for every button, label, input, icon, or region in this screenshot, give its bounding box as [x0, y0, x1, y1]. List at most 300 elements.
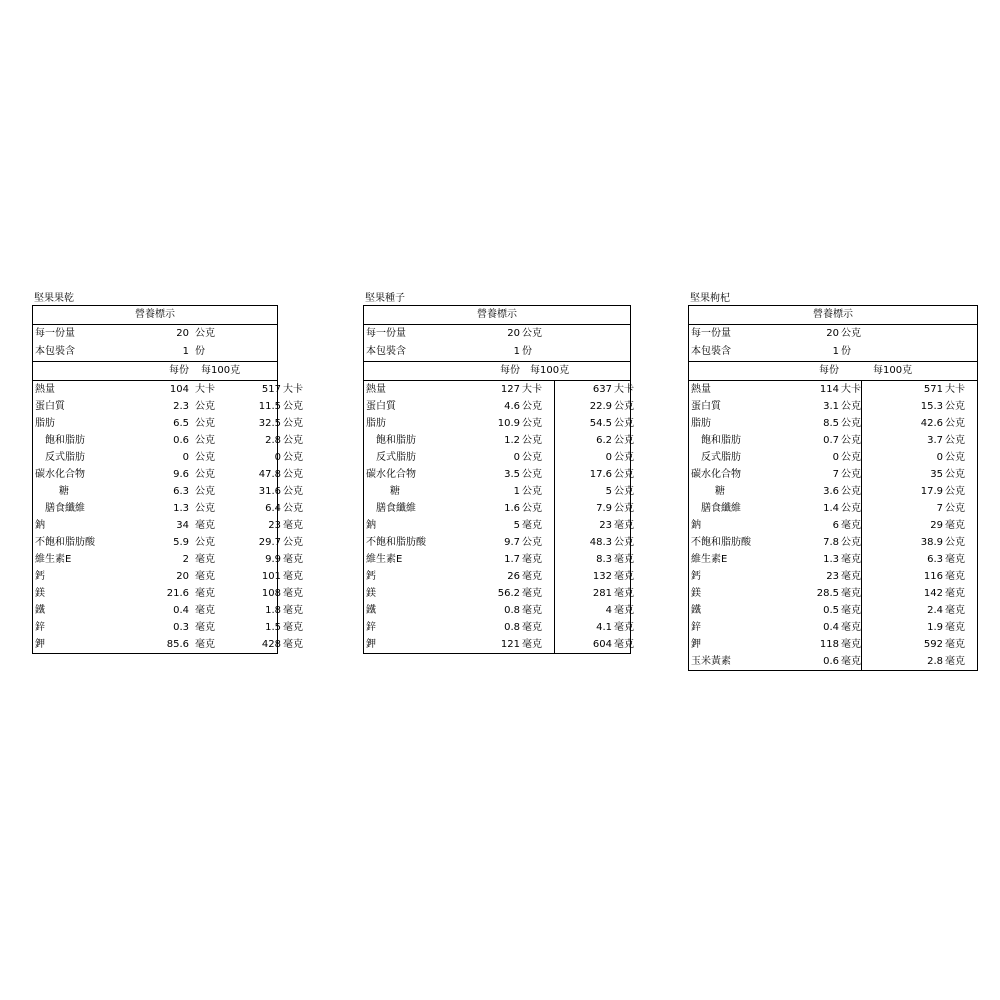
per-100g-value: 29	[930, 520, 943, 531]
per-100g-value: 4	[605, 605, 612, 616]
per-100g-value: 17.9	[920, 486, 943, 497]
nutrient-label: 糖	[390, 486, 400, 497]
per-100g-unit: 公克	[614, 418, 634, 429]
per-100g-value: 22.9	[589, 401, 612, 412]
nutrient-row	[689, 432, 977, 449]
serving-size-row	[364, 325, 630, 343]
nutrient-label: 脂肪	[35, 418, 55, 429]
nutrient-label: 鋅	[691, 622, 701, 633]
per-100g-unit: 毫克	[945, 520, 965, 531]
per-100g-value: 6.2	[596, 435, 612, 446]
per-serving-header: 每份	[819, 365, 839, 376]
per-100g-unit: 毫克	[614, 520, 634, 531]
nutrient-row	[689, 449, 977, 466]
per-100g-unit: 大卡	[283, 384, 303, 395]
servings-per-pack-value: 1	[832, 346, 839, 357]
per-serving-value: 26	[507, 571, 520, 582]
per-serving-unit: 公克	[841, 469, 861, 480]
nutrient-label: 鐵	[691, 605, 701, 616]
per-100g-value: 15.3	[920, 401, 943, 412]
per-serving-value: 21.6	[166, 588, 189, 599]
per-100g-value: 108	[261, 588, 281, 599]
nutrient-label: 鎂	[35, 588, 45, 599]
nutrient-row	[33, 517, 303, 534]
nutrient-label: 不飽和脂肪酸	[691, 537, 751, 548]
per-serving-header: 每份	[500, 365, 520, 376]
per-serving-unit: 毫克	[841, 639, 861, 650]
nutrient-row	[689, 619, 977, 636]
serving-size-value: 20	[507, 328, 520, 339]
per-serving-unit: 公克	[841, 418, 861, 429]
per-serving-unit: 公克	[195, 418, 215, 429]
nutrient-row	[33, 432, 303, 449]
per-serving-unit: 公克	[841, 537, 861, 548]
nutrient-row	[689, 653, 977, 670]
per-serving-unit: 公克	[522, 452, 542, 463]
per-100g-unit: 毫克	[283, 588, 303, 599]
per-serving-unit: 公克	[195, 503, 215, 514]
nutrient-label: 鉀	[35, 639, 45, 650]
serving-size-row	[689, 325, 977, 343]
per-serving-unit: 毫克	[522, 639, 542, 650]
column-header-row	[689, 362, 977, 381]
per-serving-unit: 公克	[195, 469, 215, 480]
per-serving-value: 1.3	[173, 503, 189, 514]
per-serving-value: 3.5	[504, 469, 520, 480]
per-serving-value: 5	[513, 520, 520, 531]
per-100g-unit: 公克	[614, 469, 634, 480]
per-100g-value: 1.9	[927, 622, 943, 633]
per-100g-value: 116	[923, 571, 943, 582]
per-100g-unit: 毫克	[283, 571, 303, 582]
servings-per-pack-unit: 份	[841, 346, 851, 357]
nutrient-label: 糖	[715, 486, 725, 497]
per-serving-value: 0.4	[173, 605, 189, 616]
per-serving-unit: 毫克	[522, 554, 542, 565]
nutrition-table	[32, 305, 303, 654]
per-100g-unit: 公克	[614, 401, 634, 412]
per-100g-value: 29.7	[258, 537, 281, 548]
per-serving-value: 104	[169, 384, 189, 395]
per-serving-unit: 大卡	[195, 384, 215, 395]
per-serving-unit: 毫克	[841, 571, 861, 582]
per-serving-value: 114	[819, 384, 839, 395]
per-100g-value: 0	[605, 452, 612, 463]
serving-size-unit: 公克	[195, 328, 215, 339]
per-serving-value: 4.6	[504, 401, 520, 412]
per-serving-unit: 毫克	[522, 622, 542, 633]
table-header: 營養標示	[689, 306, 977, 325]
nutrient-row	[689, 602, 977, 619]
per-serving-unit: 公克	[841, 503, 861, 514]
nutrient-label: 鎂	[366, 588, 376, 599]
per-serving-unit: 公克	[522, 401, 542, 412]
per-serving-unit: 毫克	[522, 605, 542, 616]
nutrient-label: 脂肪	[691, 418, 711, 429]
nutrient-label: 鈉	[691, 520, 701, 531]
nutrient-label: 飽和脂肪	[376, 435, 416, 446]
per-100g-unit: 公克	[283, 435, 303, 446]
per-100g-value: 132	[592, 571, 612, 582]
nutrient-label: 糖	[59, 486, 69, 497]
per-100g-unit: 毫克	[283, 622, 303, 633]
per-serving-unit: 公克	[195, 435, 215, 446]
per-100g-header: 每100克	[873, 365, 913, 376]
nutrient-row	[689, 483, 977, 500]
nutrient-row	[689, 517, 977, 534]
table-header: 營養標示	[33, 306, 277, 325]
per-serving-unit: 毫克	[841, 520, 861, 531]
per-serving-value: 3.6	[823, 486, 839, 497]
nutrient-label: 鈉	[366, 520, 376, 531]
per-serving-unit: 毫克	[195, 622, 215, 633]
per-100g-value: 38.9	[920, 537, 943, 548]
per-serving-unit: 公克	[195, 452, 215, 463]
per-100g-unit: 公克	[945, 537, 965, 548]
per-serving-unit: 毫克	[522, 520, 542, 531]
nutrient-row	[33, 619, 303, 636]
per-serving-value: 118	[819, 639, 839, 650]
per-100g-unit: 毫克	[945, 605, 965, 616]
per-100g-unit: 毫克	[614, 639, 634, 650]
per-100g-value: 571	[923, 384, 943, 395]
per-serving-unit: 毫克	[522, 571, 542, 582]
serving-size-label: 每一份量	[366, 328, 406, 339]
per-serving-unit: 公克	[522, 418, 542, 429]
per-100g-value: 17.6	[589, 469, 612, 480]
nutrient-label: 鈣	[691, 571, 701, 582]
per-100g-value: 8.3	[596, 554, 612, 565]
servings-per-pack-row	[689, 343, 977, 362]
per-100g-unit: 毫克	[945, 656, 965, 667]
column-divider	[861, 381, 862, 670]
per-100g-unit: 毫克	[945, 571, 965, 582]
nutrient-label: 蛋白質	[35, 401, 65, 412]
nutrient-label: 鈣	[35, 571, 45, 582]
servings-per-pack-label: 本包裝含	[366, 346, 406, 357]
column-divider	[554, 381, 555, 653]
nutrient-row	[689, 466, 977, 483]
per-serving-unit: 毫克	[841, 622, 861, 633]
serving-size-unit: 公克	[522, 328, 542, 339]
per-serving-value: 85.6	[166, 639, 189, 650]
per-100g-unit: 公克	[614, 452, 634, 463]
nutrition-panel-nuts-goji	[688, 293, 978, 671]
column-header-row	[33, 362, 277, 381]
per-100g-value: 517	[261, 384, 281, 395]
per-serving-unit: 毫克	[195, 571, 215, 582]
serving-size-row	[33, 325, 277, 343]
nutrient-row	[364, 602, 634, 619]
servings-per-pack-value: 1	[513, 346, 520, 357]
per-serving-value: 28.5	[816, 588, 839, 599]
per-serving-unit: 毫克	[195, 605, 215, 616]
per-serving-value: 1.3	[823, 554, 839, 565]
per-serving-value: 6.5	[173, 418, 189, 429]
per-100g-unit: 大卡	[614, 384, 634, 395]
per-100g-unit: 公克	[283, 401, 303, 412]
per-serving-value: 34	[176, 520, 189, 531]
nutrition-panel-nuts-seeds	[363, 293, 634, 654]
per-100g-unit: 公克	[945, 452, 965, 463]
per-serving-unit: 毫克	[195, 639, 215, 650]
per-100g-value: 42.6	[920, 418, 943, 429]
per-100g-unit: 公克	[945, 401, 965, 412]
servings-per-pack-label: 本包裝含	[691, 346, 731, 357]
per-serving-unit: 大卡	[841, 384, 861, 395]
per-serving-value: 56.2	[497, 588, 520, 599]
nutrient-label: 反式脂肪	[701, 452, 741, 463]
per-100g-unit: 公克	[614, 537, 634, 548]
nutrition-panel-nuts-dried-fruit	[32, 293, 303, 654]
per-100g-header: 每100克	[530, 365, 570, 376]
per-100g-unit: 公克	[614, 486, 634, 497]
nutrient-row	[364, 381, 634, 398]
panel-title: 堅果枸杞	[690, 293, 730, 304]
per-serving-value: 0.5	[823, 605, 839, 616]
per-100g-value: 604	[592, 639, 612, 650]
per-serving-unit: 公克	[522, 537, 542, 548]
per-100g-value: 1.8	[265, 605, 281, 616]
serving-size-value: 20	[176, 328, 189, 339]
per-100g-value: 31.6	[258, 486, 281, 497]
nutrient-row	[689, 551, 977, 568]
per-serving-unit: 公克	[522, 503, 542, 514]
nutrient-label: 碳水化合物	[691, 469, 741, 480]
nutrient-rows	[33, 381, 303, 653]
per-serving-unit: 公克	[841, 486, 861, 497]
per-100g-unit: 毫克	[283, 605, 303, 616]
nutrient-row	[33, 500, 303, 517]
per-serving-unit: 公克	[195, 401, 215, 412]
nutrient-label: 鉀	[366, 639, 376, 650]
per-serving-value: 1.4	[823, 503, 839, 514]
per-100g-unit: 毫克	[614, 588, 634, 599]
panel-title: 堅果種子	[365, 293, 405, 304]
nutrient-label: 鈣	[366, 571, 376, 582]
per-100g-unit: 公克	[945, 435, 965, 446]
nutrient-label: 鉀	[691, 639, 701, 650]
per-100g-value: 32.5	[258, 418, 281, 429]
table-header: 營養標示	[364, 306, 630, 325]
nutrient-row	[689, 585, 977, 602]
nutrient-label: 鋅	[35, 622, 45, 633]
nutrient-row	[33, 534, 303, 551]
per-100g-unit: 公克	[945, 486, 965, 497]
nutrient-row	[33, 636, 303, 653]
nutrient-label: 玉米黃素	[691, 656, 731, 667]
per-serving-value: 20	[176, 571, 189, 582]
servings-per-pack-row	[33, 343, 277, 362]
per-serving-unit: 公克	[841, 401, 861, 412]
per-serving-value: 0.4	[823, 622, 839, 633]
per-serving-unit: 毫克	[841, 554, 861, 565]
column-header-row	[364, 362, 630, 381]
per-serving-unit: 毫克	[841, 605, 861, 616]
serving-size-label: 每一份量	[35, 328, 75, 339]
nutrient-label: 反式脂肪	[376, 452, 416, 463]
nutrient-label: 飽和脂肪	[45, 435, 85, 446]
per-100g-value: 47.8	[258, 469, 281, 480]
per-serving-value: 127	[500, 384, 520, 395]
nutrition-table	[363, 305, 634, 654]
nutrient-row	[364, 449, 634, 466]
per-serving-unit: 毫克	[195, 554, 215, 565]
per-100g-value: 2.8	[265, 435, 281, 446]
per-serving-value: 0	[182, 452, 189, 463]
per-serving-unit: 公克	[841, 452, 861, 463]
per-100g-unit: 毫克	[614, 554, 634, 565]
per-serving-value: 1.7	[504, 554, 520, 565]
per-serving-header: 每份	[169, 365, 189, 376]
per-serving-value: 0.8	[504, 605, 520, 616]
nutrient-rows	[364, 381, 634, 653]
per-100g-value: 11.5	[258, 401, 281, 412]
per-serving-value: 0.7	[823, 435, 839, 446]
per-serving-value: 10.9	[497, 418, 520, 429]
nutrient-row	[33, 585, 303, 602]
per-serving-unit: 毫克	[841, 656, 861, 667]
per-serving-value: 1.6	[504, 503, 520, 514]
per-100g-value: 2.8	[927, 656, 943, 667]
per-100g-value: 4.1	[596, 622, 612, 633]
per-100g-unit: 公克	[945, 469, 965, 480]
per-100g-unit: 毫克	[614, 605, 634, 616]
nutrient-label: 維生素E	[691, 554, 728, 565]
per-100g-value: 0	[936, 452, 943, 463]
nutrient-label: 脂肪	[366, 418, 386, 429]
per-100g-value: 281	[592, 588, 612, 599]
per-serving-value: 23	[826, 571, 839, 582]
nutrient-row	[364, 432, 634, 449]
servings-per-pack-label: 本包裝含	[35, 346, 75, 357]
nutrient-label: 鋅	[366, 622, 376, 633]
per-100g-value: 142	[923, 588, 943, 599]
per-100g-value: 428	[261, 639, 281, 650]
per-serving-unit: 大卡	[522, 384, 542, 395]
per-serving-value: 1.2	[504, 435, 520, 446]
per-100g-unit: 公克	[283, 452, 303, 463]
per-serving-value: 0	[513, 452, 520, 463]
nutrient-row	[689, 398, 977, 415]
nutrient-row	[364, 517, 634, 534]
per-serving-value: 2.3	[173, 401, 189, 412]
nutrient-label: 碳水化合物	[35, 469, 85, 480]
per-100g-unit: 毫克	[945, 554, 965, 565]
per-serving-value: 3.1	[823, 401, 839, 412]
per-100g-value: 23	[599, 520, 612, 531]
nutrient-row	[364, 466, 634, 483]
nutrient-row	[689, 534, 977, 551]
nutrient-row	[364, 551, 634, 568]
nutrient-label: 熱量	[691, 384, 711, 395]
per-100g-unit: 大卡	[945, 384, 965, 395]
per-serving-unit: 公克	[841, 435, 861, 446]
per-100g-value: 9.9	[265, 554, 281, 565]
per-serving-value: 5.9	[173, 537, 189, 548]
per-serving-value: 6	[832, 520, 839, 531]
nutrient-label: 不飽和脂肪酸	[366, 537, 426, 548]
per-serving-value: 6.3	[173, 486, 189, 497]
per-serving-value: 7	[832, 469, 839, 480]
per-100g-value: 23	[268, 520, 281, 531]
per-serving-unit: 公克	[195, 486, 215, 497]
per-100g-value: 35	[930, 469, 943, 480]
nutrient-label: 鐵	[35, 605, 45, 616]
per-100g-unit: 毫克	[283, 639, 303, 650]
nutrient-row	[33, 551, 303, 568]
per-100g-value: 6.3	[927, 554, 943, 565]
nutrient-row	[364, 585, 634, 602]
per-100g-value: 48.3	[589, 537, 612, 548]
per-100g-unit: 公克	[283, 537, 303, 548]
nutrient-label: 熱量	[35, 384, 55, 395]
nutrient-row	[364, 500, 634, 517]
per-100g-value: 0	[274, 452, 281, 463]
nutrition-table	[688, 305, 978, 671]
per-100g-unit: 毫克	[945, 622, 965, 633]
nutrient-label: 鐵	[366, 605, 376, 616]
per-100g-unit: 公克	[945, 418, 965, 429]
nutrient-label: 不飽和脂肪酸	[35, 537, 95, 548]
nutrient-row	[33, 449, 303, 466]
serving-size-unit: 公克	[841, 328, 861, 339]
per-100g-value: 101	[261, 571, 281, 582]
per-100g-value: 1.5	[265, 622, 281, 633]
per-100g-value: 592	[923, 639, 943, 650]
per-serving-unit: 毫克	[841, 588, 861, 599]
per-serving-value: 8.5	[823, 418, 839, 429]
per-100g-unit: 公克	[614, 503, 634, 514]
nutrient-row	[33, 483, 303, 500]
nutrient-row	[364, 568, 634, 585]
per-100g-unit: 毫克	[283, 520, 303, 531]
per-100g-unit: 毫克	[945, 588, 965, 599]
per-serving-value: 7.8	[823, 537, 839, 548]
nutrient-label: 反式脂肪	[45, 452, 85, 463]
per-100g-unit: 公克	[945, 503, 965, 514]
nutrient-label: 維生素E	[35, 554, 72, 565]
per-serving-unit: 毫克	[195, 520, 215, 531]
servings-per-pack-unit: 份	[195, 346, 205, 357]
per-100g-value: 2.4	[927, 605, 943, 616]
nutrient-label: 膳食纖維	[701, 503, 741, 514]
per-serving-value: 121	[500, 639, 520, 650]
nutrient-row	[33, 466, 303, 483]
nutrient-row	[689, 500, 977, 517]
nutrient-label: 蛋白質	[366, 401, 396, 412]
per-100g-value: 7	[936, 503, 943, 514]
panel-title: 堅果果乾	[34, 293, 74, 304]
per-100g-unit: 毫克	[283, 554, 303, 565]
nutrient-row	[33, 568, 303, 585]
nutrient-label: 膳食纖維	[376, 503, 416, 514]
per-serving-unit: 公克	[522, 469, 542, 480]
per-100g-unit: 公克	[283, 469, 303, 480]
nutrient-row	[33, 398, 303, 415]
nutrient-label: 熱量	[366, 384, 386, 395]
per-serving-unit: 毫克	[195, 588, 215, 599]
nutrient-label: 碳水化合物	[366, 469, 416, 480]
servings-per-pack-unit: 份	[522, 346, 532, 357]
per-100g-unit: 毫克	[614, 571, 634, 582]
per-serving-value: 2	[182, 554, 189, 565]
nutrient-row	[689, 636, 977, 653]
servings-per-pack-row	[364, 343, 630, 362]
per-serving-unit: 公克	[195, 537, 215, 548]
per-100g-value: 5	[605, 486, 612, 497]
per-100g-header: 每100克	[201, 365, 241, 376]
